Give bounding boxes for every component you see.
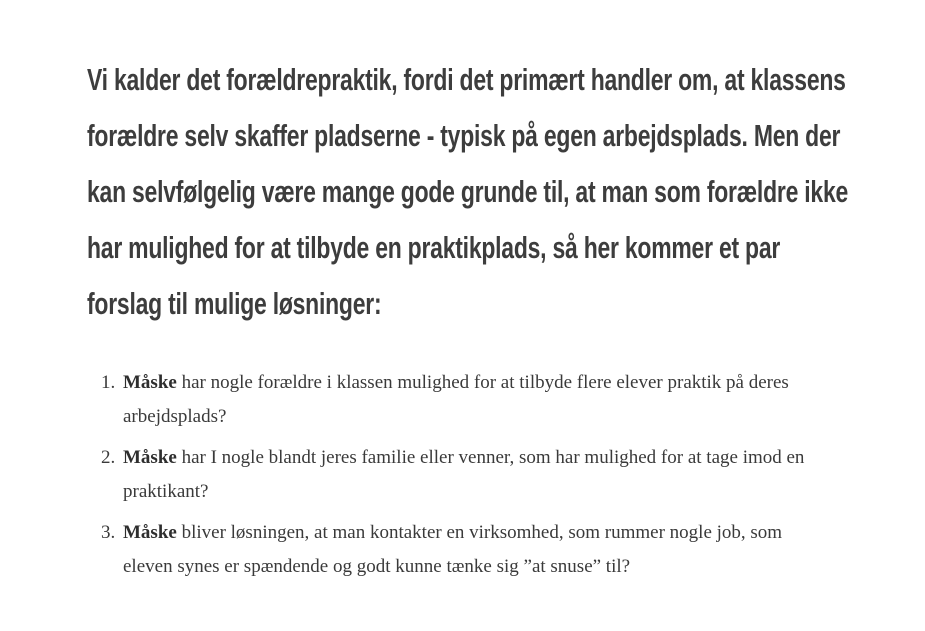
list-item-text: har I nogle blandt jeres familie eller venner, som har mulighed for at tage imod en praktikant? — [123, 447, 805, 502]
article-content — [87, 52, 849, 577]
list-item — [87, 366, 807, 434]
list-item-text: bliver løsningen, at man kontakter en virksomhed, som rummer nogle job, som eleven synes er spændende og godt kunne tænke sig ”at snuse” til? — [123, 522, 783, 577]
list-item — [87, 441, 807, 509]
list-item — [87, 516, 807, 584]
list-item-lead: Måske — [123, 522, 177, 543]
list-item-lead: Måske — [123, 447, 177, 468]
list-item-text: har nogle forældre i klassen mulighed for at tilbyde flere elever praktik på deres arbejdsplads? — [123, 372, 789, 427]
list-item-number: 2. — [101, 447, 116, 468]
list-item-number: 3. — [101, 522, 116, 543]
suggestion-list — [87, 366, 807, 591]
list-item-number: 1. — [101, 372, 116, 393]
intro-heading: Vi kalder det forældrepraktik, fordi det primært handler om, at klassens forældre selv skaffer pladserne - typisk på egen arbejdsplads. Men der kan selvfølgelig være mange gode grunde til, at man som forældre ikke har mulighed for at tilbyde en praktikplads, så her kommer et par forslag til mulige løsninger: — [87, 62, 849, 321]
list-item-lead: Måske — [123, 372, 177, 393]
